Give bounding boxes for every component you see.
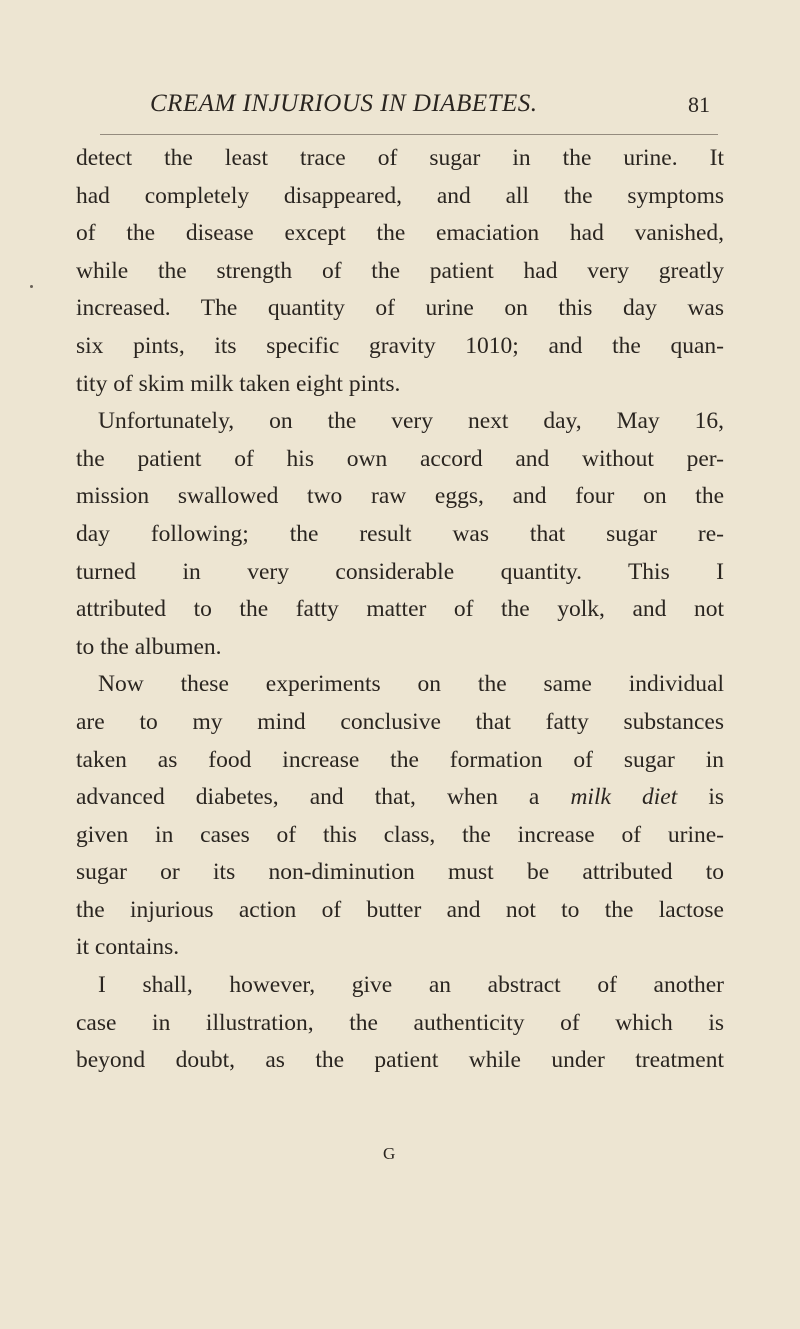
text-line: mission swallowed two raw eggs, and four on the bbox=[76, 483, 724, 510]
text-line: Unfortunately, on the very next day, May 16, bbox=[98, 408, 724, 435]
text-line: it contains. bbox=[76, 934, 180, 961]
italic-phrase: milk diet bbox=[570, 784, 678, 811]
text-line: of the disease except the emaciation had vanished, bbox=[76, 220, 724, 247]
text-line: had completely disappeared, and all the symptoms bbox=[76, 182, 724, 209]
text-line: detect the least trace of sugar in the urine. It bbox=[76, 145, 724, 171]
text-line: increased. The quantity of urine on this day was bbox=[76, 295, 724, 322]
text-line: turned in very considerable quantity. This I bbox=[76, 558, 724, 585]
text-line: I shall, however, give an abstract of another bbox=[98, 972, 724, 999]
text-line: tity of skim milk taken eight pints. bbox=[76, 370, 401, 397]
text-line: are to my mind conclusive that fatty substances bbox=[76, 708, 724, 735]
text-line: six pints, its specific gravity 1010; and the quan- bbox=[76, 332, 724, 359]
text-line: the injurious action of butter and not to the lactose bbox=[76, 896, 724, 923]
text-line: the patient of his own accord and without per- bbox=[76, 445, 724, 472]
header-rule bbox=[100, 134, 718, 135]
text-segment: is bbox=[677, 784, 724, 811]
text-segment: advanced diabetes, and that, when a bbox=[76, 784, 571, 811]
text-line: taken as food increase the formation of sugar in bbox=[76, 746, 724, 773]
signature-mark: G bbox=[383, 1144, 396, 1163]
text-line bbox=[76, 779, 724, 817]
text-line: to the albumen. bbox=[76, 633, 222, 660]
running-title: CREAM INJURIOUS IN DIABETES. bbox=[150, 90, 538, 117]
text-line: attributed to the fatty matter of the yolk, and not bbox=[76, 596, 724, 623]
text-line: day following; the result was that sugar re- bbox=[76, 520, 724, 547]
ink-speck bbox=[30, 285, 33, 288]
text-line: beyond doubt, as the patient while under treatment bbox=[76, 1047, 724, 1074]
page-number: 81 bbox=[688, 92, 710, 117]
running-head bbox=[150, 90, 710, 124]
text-line: sugar or its non-diminution must be attributed to bbox=[76, 859, 724, 886]
text-line: given in cases of this class, the increase of urine- bbox=[76, 821, 724, 848]
text-line: while the strength of the patient had very greatly bbox=[76, 257, 724, 284]
text-line: Now these experiments on the same individual bbox=[98, 671, 724, 698]
body-text bbox=[76, 140, 724, 1080]
text-line: case in illustration, the authenticity of which is bbox=[76, 1009, 724, 1036]
